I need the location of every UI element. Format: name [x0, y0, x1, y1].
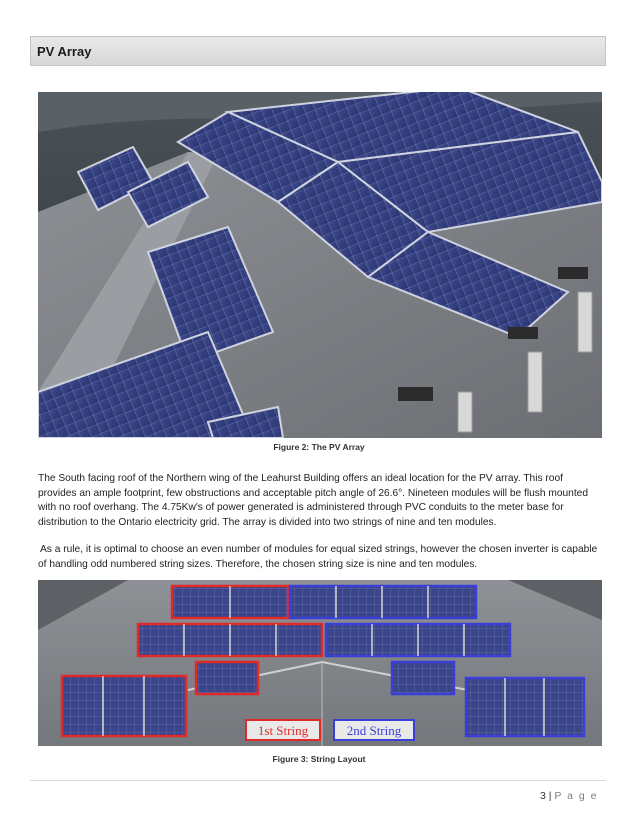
figure-caption-string-layout: Figure 3: String Layout	[272, 754, 366, 764]
page-number-value: 3	[539, 790, 546, 802]
footer-divider	[30, 780, 606, 781]
body-paragraph-2: As a rule, it is optimal to choose an even number of modules for equal sized strings, however the chosen inverter is capable of handling odd numbered string sizes. Therefore, the chosen string size is nine and ten modules.	[38, 544, 598, 570]
page-label: P a g e	[554, 790, 598, 802]
section-header	[30, 36, 606, 66]
legend-first-string: 1st String	[257, 723, 309, 738]
body-paragraph-1: The South facing roof of the Northern wing of the Leahurst Building offers an ideal location for the PV array. This roof provides an ample footprint, few obstructions and acceptable pitch angle of 26.6°. Nineteen modules will be flush mounted with no roof overhang. The 4.75Kw's of power generated is administered through PVC conduits to the meter base for distribution to the Ontario electricity grid. The array is divided into two strings of nine and ten modules.	[38, 473, 589, 528]
string-layout-image	[38, 580, 602, 746]
section-title: PV Array	[37, 44, 92, 59]
legend-second-string: 2nd String	[346, 723, 402, 738]
pv-array-image	[38, 92, 602, 438]
page-number-separator: |	[548, 790, 552, 802]
figure-caption-pv-array: Figure 2: The PV Array	[273, 442, 365, 452]
page-number	[540, 790, 598, 802]
